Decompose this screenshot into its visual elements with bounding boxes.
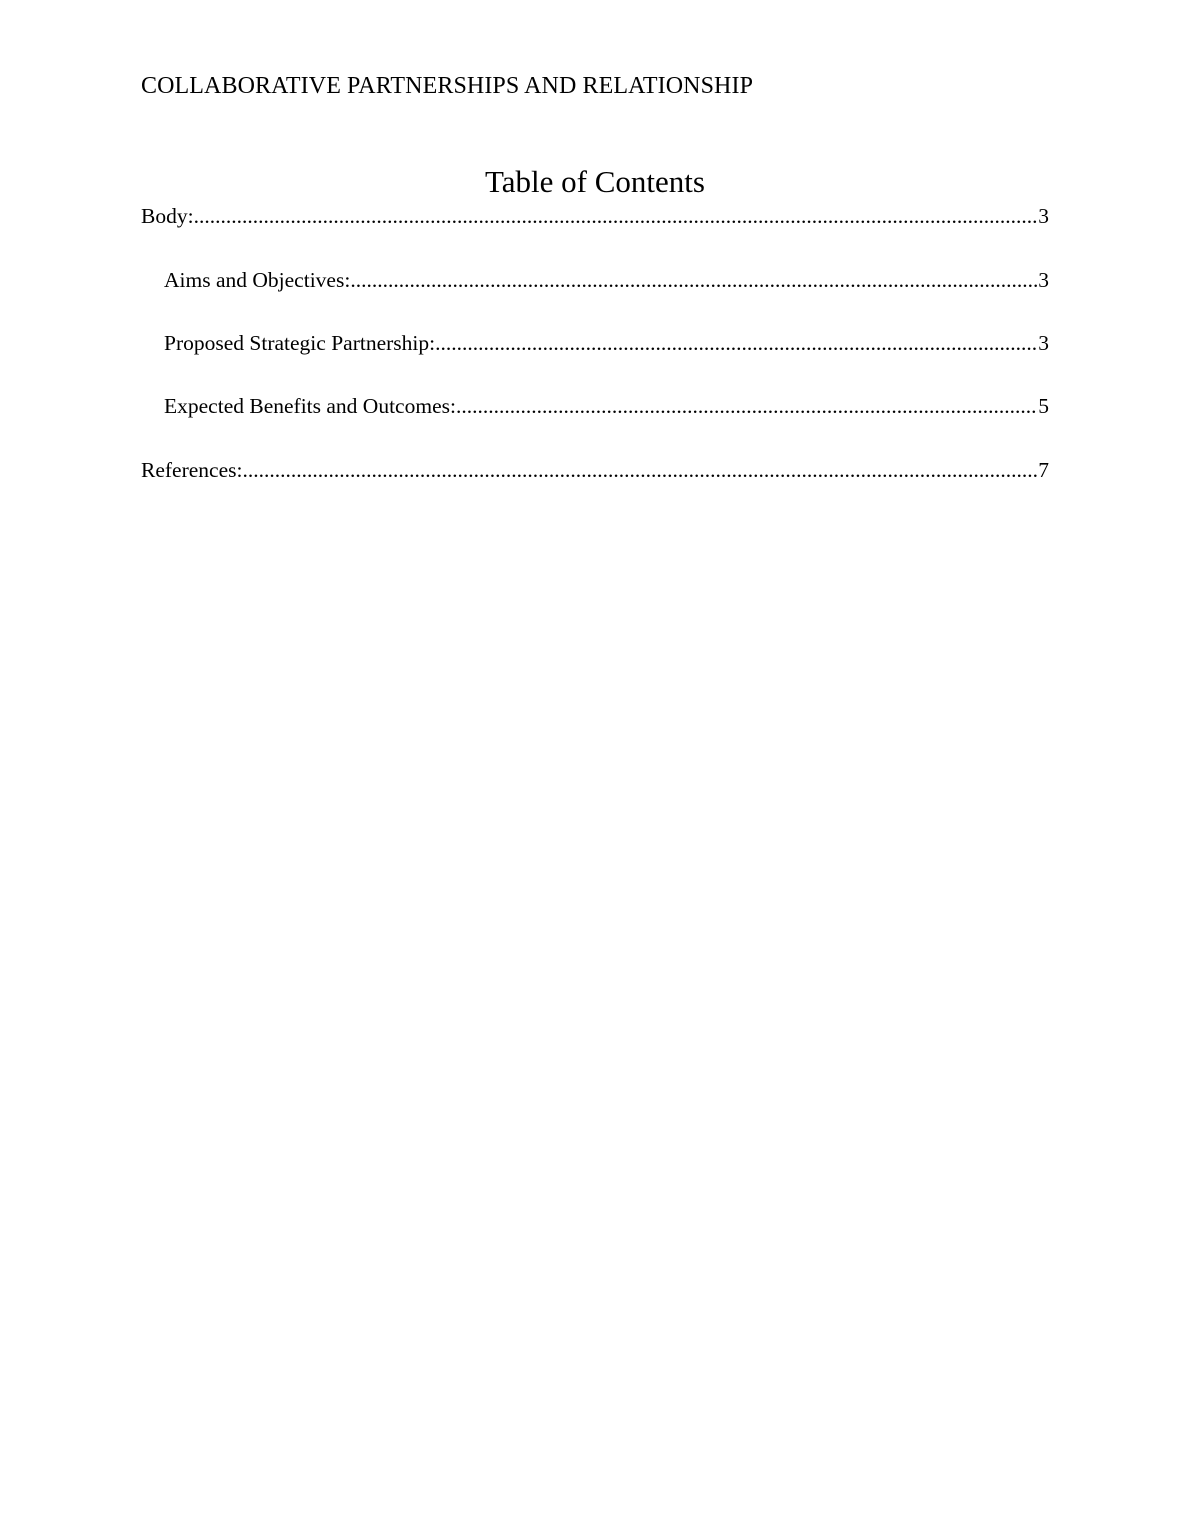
toc-dot-leader <box>242 455 1038 485</box>
toc-page-number: 7 <box>1038 458 1049 482</box>
toc-page-number: 3 <box>1038 268 1049 292</box>
toc-dot-leader <box>456 391 1038 421</box>
toc-entry-label: Body: <box>141 204 194 228</box>
toc-entry-aims-and-objectives[interactable] <box>164 265 1049 295</box>
toc-page-number: 3 <box>1038 331 1049 355</box>
toc-entry-proposed-strategic-partnership[interactable] <box>164 328 1049 358</box>
toc-entry-label: Expected Benefits and Outcomes: <box>164 394 456 418</box>
running-head: COLLABORATIVE PARTNERSHIPS AND RELATIONSHIP <box>141 73 754 99</box>
toc-page-number: 3 <box>1038 204 1049 228</box>
toc-dot-leader <box>350 265 1038 295</box>
toc-dot-leader <box>194 201 1039 231</box>
toc-entry-label: Proposed Strategic Partnership: <box>164 331 436 355</box>
toc-entry-expected-benefits-and-outcomes[interactable] <box>164 391 1049 421</box>
toc-entry-body[interactable] <box>141 201 1049 231</box>
toc-entry-label: References: <box>141 458 243 482</box>
toc-entry-references[interactable] <box>141 455 1049 485</box>
toc-entry-label: Aims and Objectives: <box>164 268 351 292</box>
toc-page-number: 5 <box>1038 394 1049 418</box>
toc-title: Table of Contents <box>485 164 705 199</box>
toc-dot-leader <box>435 328 1038 358</box>
